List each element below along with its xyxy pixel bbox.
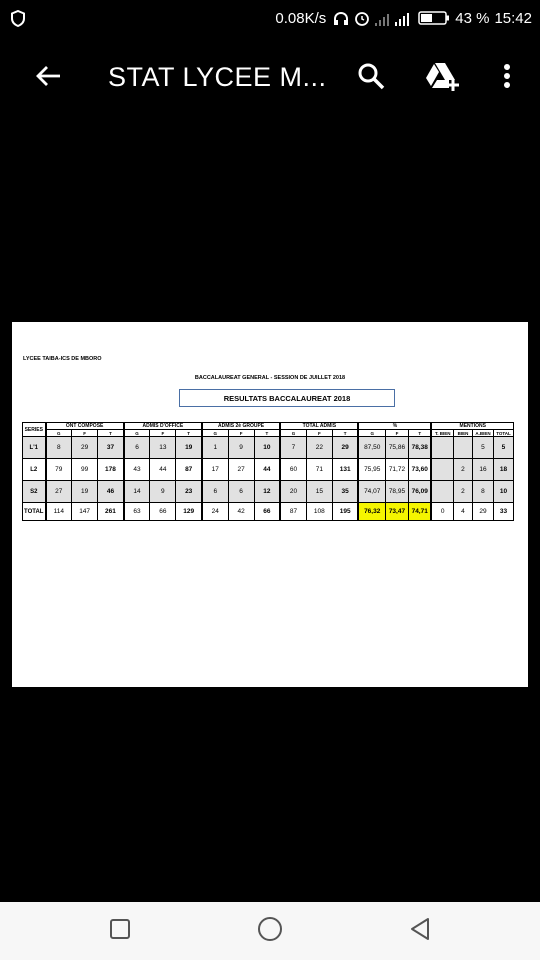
table-cell: 29: [332, 437, 358, 459]
group-header: ADMIS 2è GROUPE: [202, 423, 280, 430]
table-cell: 131: [332, 459, 358, 481]
table-cell: [453, 437, 472, 459]
table-cell: 22: [306, 437, 332, 459]
table-cell: 147: [72, 503, 98, 521]
column-subheader: A.BIEN: [472, 430, 493, 437]
results-heading: RESULTATS BACCALAUREAT 2018: [179, 389, 395, 407]
table-cell: 20: [280, 481, 306, 503]
table-cell: 27: [228, 459, 254, 481]
arrow-back-icon: [34, 64, 62, 93]
recent-apps-button[interactable]: [105, 916, 135, 946]
table-cell: 14: [124, 481, 150, 503]
subheader-row: [23, 430, 514, 437]
table-cell: 24: [202, 503, 228, 521]
group-header: ADMIS D'OFFICE: [124, 423, 202, 430]
table-cell: 4: [453, 503, 472, 521]
column-subheader: F: [385, 430, 408, 437]
column-subheader: G: [202, 430, 228, 437]
table-cell: 43: [124, 459, 150, 481]
table-cell: 19: [72, 481, 98, 503]
document-title: STAT LYCEE M...: [108, 62, 327, 92]
series-header: SERIES: [23, 423, 46, 437]
column-subheader: T: [176, 430, 202, 437]
table-cell: 78,38: [408, 437, 431, 459]
table-cell: [431, 481, 453, 503]
series-cell: L'1: [23, 437, 46, 459]
group-header: %: [358, 423, 431, 430]
table-row: [23, 481, 514, 503]
table-cell: 74,71: [408, 503, 431, 521]
column-subheader: TOTAL: [493, 430, 513, 437]
more-options-button[interactable]: [492, 60, 522, 96]
table-cell: 73,47: [385, 503, 408, 521]
table-cell: 12: [254, 481, 280, 503]
column-subheader: F: [72, 430, 98, 437]
table-cell: 5: [472, 437, 493, 459]
more-vert-icon: [503, 63, 511, 94]
search-button[interactable]: [353, 60, 389, 96]
table-cell: 73,60: [408, 459, 431, 481]
table-cell: 44: [150, 459, 176, 481]
table-cell: 13: [150, 437, 176, 459]
table-cell: 8: [46, 437, 72, 459]
table-cell: [431, 437, 453, 459]
table-row: [23, 437, 514, 459]
headphones-icon: [333, 11, 349, 26]
table-cell: 2: [453, 459, 472, 481]
nav-back-button[interactable]: [405, 916, 435, 946]
document-page[interactable]: [12, 322, 528, 687]
table-cell: 33: [493, 503, 513, 521]
table-cell: 60: [280, 459, 306, 481]
column-subheader: G: [46, 430, 72, 437]
table-cell: 79: [46, 459, 72, 481]
battery-icon: [418, 11, 450, 25]
table-cell: 195: [332, 503, 358, 521]
home-button[interactable]: [255, 916, 285, 946]
table-cell: 87,50: [358, 437, 385, 459]
exam-title: BACCALAUREAT GENERAL - SESSION DE JUILLET 2018: [194, 375, 346, 381]
series-cell: TOTAL: [23, 503, 46, 521]
table-cell: 74,07: [358, 481, 385, 503]
table-cell: 71: [306, 459, 332, 481]
table-cell: 16: [472, 459, 493, 481]
table-cell: 46: [98, 481, 124, 503]
series-cell: S2: [23, 481, 46, 503]
table-cell: 8: [472, 481, 493, 503]
signal-icon: [375, 10, 413, 26]
column-subheader: T. BIEN: [431, 430, 453, 437]
battery-percent: 43 %: [455, 9, 490, 27]
table-cell: 63: [124, 503, 150, 521]
table-cell: 75,95: [358, 459, 385, 481]
table-cell: 87: [280, 503, 306, 521]
column-subheader: BIEN: [453, 430, 472, 437]
search-icon: [357, 62, 385, 95]
app-bar: [0, 36, 540, 122]
table-cell: 37: [98, 437, 124, 459]
table-cell: 5: [493, 437, 513, 459]
table-cell: 44: [254, 459, 280, 481]
table-cell: 9: [150, 481, 176, 503]
table-cell: 1: [202, 437, 228, 459]
table-cell: 29: [472, 503, 493, 521]
table-cell: 6: [124, 437, 150, 459]
table-cell: 78,95: [385, 481, 408, 503]
table-cell: 108: [306, 503, 332, 521]
table-cell: 87: [176, 459, 202, 481]
column-subheader: T: [408, 430, 431, 437]
table-cell: 10: [254, 437, 280, 459]
table-cell: 261: [98, 503, 124, 521]
table-cell: 17: [202, 459, 228, 481]
table-cell: 76,32: [358, 503, 385, 521]
table-cell: [431, 459, 453, 481]
shield-icon: [10, 10, 26, 32]
table-cell: 23: [176, 481, 202, 503]
table-cell: 9: [228, 437, 254, 459]
table-cell: 6: [228, 481, 254, 503]
network-speed: 0.08K/s: [275, 9, 327, 27]
table-cell: 2: [453, 481, 472, 503]
table-cell: 0: [431, 503, 453, 521]
table-cell: 27: [46, 481, 72, 503]
table-cell: 6: [202, 481, 228, 503]
column-subheader: G: [124, 430, 150, 437]
table-cell: 75,86: [385, 437, 408, 459]
table-cell: 19: [176, 437, 202, 459]
results-table: [22, 422, 514, 521]
alarm-icon: [354, 10, 370, 26]
table-cell: 18: [493, 459, 513, 481]
table-cell: 42: [228, 503, 254, 521]
column-subheader: T: [254, 430, 280, 437]
column-subheader: T: [332, 430, 358, 437]
navigation-bar: [0, 902, 540, 960]
school-name: LYCEE TAIBA-ICS DE MBORO: [23, 356, 102, 362]
back-button[interactable]: [30, 60, 66, 96]
group-header: ONT COMPOSE: [46, 423, 124, 430]
column-subheader: F: [306, 430, 332, 437]
table-cell: 178: [98, 459, 124, 481]
table-cell: 7: [280, 437, 306, 459]
drive-add-icon: [425, 61, 459, 96]
table-cell: 15: [306, 481, 332, 503]
table-cell: 71,72: [385, 459, 408, 481]
clock: 15:42: [494, 9, 532, 27]
table-cell: 129: [176, 503, 202, 521]
column-subheader: G: [280, 430, 306, 437]
status-bar: [0, 0, 540, 36]
table-cell: 66: [150, 503, 176, 521]
table-row: [23, 503, 514, 521]
table-cell: 35: [332, 481, 358, 503]
column-subheader: G: [358, 430, 385, 437]
table-cell: 66: [254, 503, 280, 521]
column-subheader: T: [98, 430, 124, 437]
table-cell: 114: [46, 503, 72, 521]
back-triangle-icon: [408, 917, 432, 946]
column-subheader: F: [150, 430, 176, 437]
series-cell: L2: [23, 459, 46, 481]
table-cell: 29: [72, 437, 98, 459]
add-to-drive-button[interactable]: [422, 60, 462, 96]
recent-apps-icon: [109, 918, 131, 945]
table-row: [23, 459, 514, 481]
table-cell: 76,09: [408, 481, 431, 503]
group-header: TOTAL ADMIS: [280, 423, 358, 430]
group-header: MENTIONS: [431, 423, 513, 430]
column-subheader: F: [228, 430, 254, 437]
table-cell: 10: [493, 481, 513, 503]
home-icon: [257, 916, 283, 947]
table-cell: 99: [72, 459, 98, 481]
